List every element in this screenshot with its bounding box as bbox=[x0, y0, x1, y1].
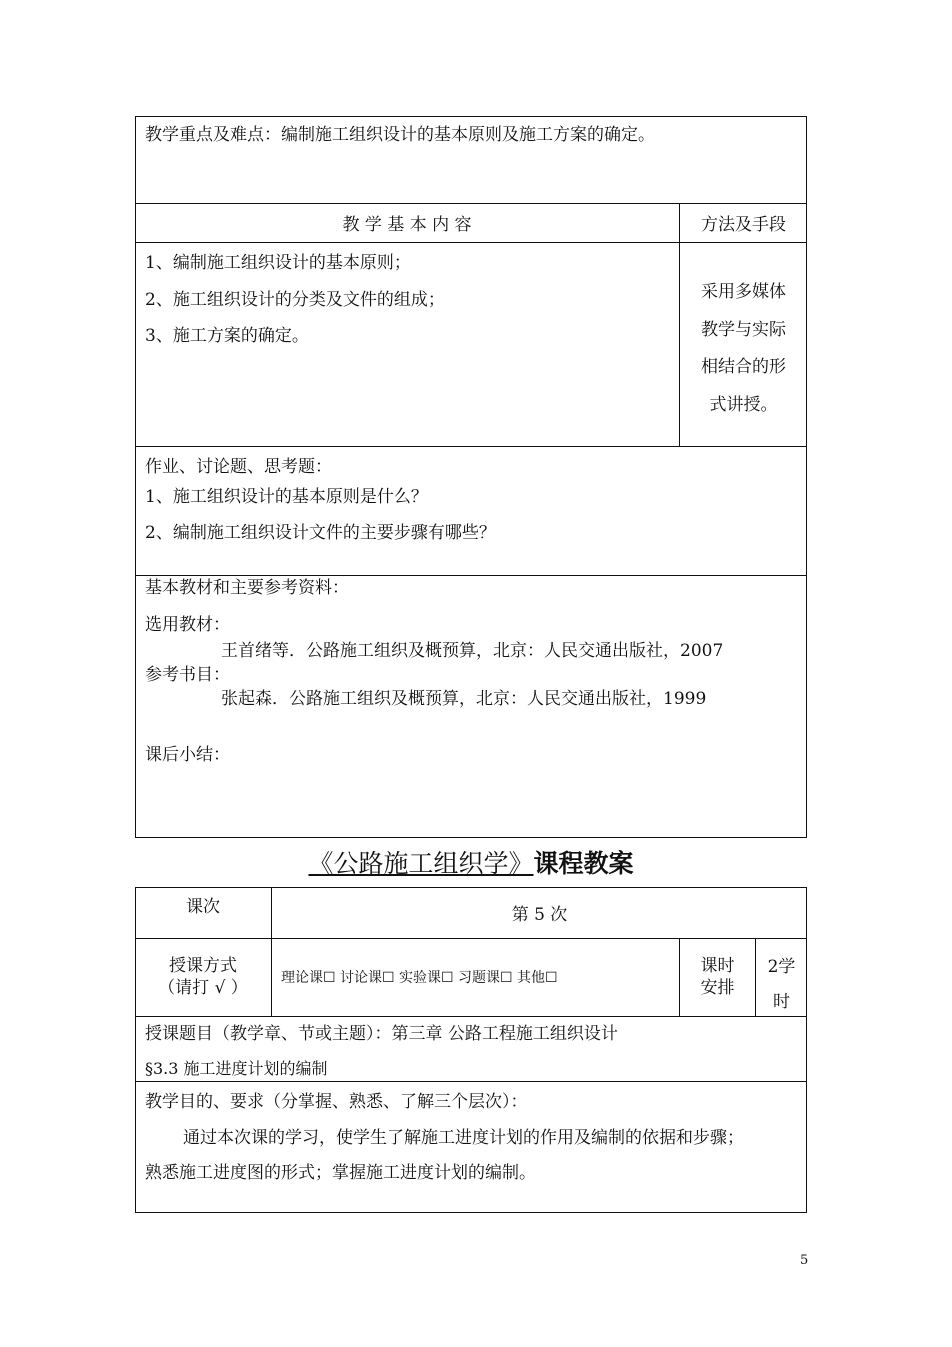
divider bbox=[135, 1016, 807, 1017]
hours-value: 时 bbox=[773, 992, 790, 1012]
divider bbox=[135, 575, 807, 576]
session-label: 课次 bbox=[186, 897, 220, 917]
goal-line: 熟悉施工进度图的形式；掌握施工进度计划的编制。 bbox=[145, 1163, 536, 1183]
mode-label: （请打 √ ） bbox=[158, 978, 248, 998]
refbook-label: 参考书目： bbox=[145, 665, 230, 685]
mode-options: 理论课☐ 讨论课☐ 实验课☐ 习题课☐ 其他☐ bbox=[281, 970, 558, 986]
textbook-label: 选用教材： bbox=[145, 615, 230, 635]
goal-title: 教学目的、要求（分掌握、熟悉、了解三个层次）： bbox=[145, 1092, 528, 1112]
session-value: 第 5 次 bbox=[511, 905, 568, 925]
mode-label: 授课方式 bbox=[169, 956, 237, 976]
method-line: 相结合的形 bbox=[701, 357, 786, 377]
hours-label: 安排 bbox=[700, 978, 735, 998]
goal-line: 通过本次课的学习，使学生了解施工进度计划的作用及编制的依据和步骤； bbox=[183, 1128, 744, 1148]
method-line: 式讲授。 bbox=[709, 395, 778, 415]
topic-line: §3.3 施工进度计划的编制 bbox=[145, 1059, 328, 1078]
method-line: 教学与实际 bbox=[701, 320, 786, 340]
page-number: 5 bbox=[800, 1253, 809, 1268]
content-header: 教 学 基 本 内 容 bbox=[342, 215, 472, 235]
page-heading bbox=[135, 848, 807, 880]
divider bbox=[135, 938, 807, 939]
divider bbox=[679, 938, 680, 1016]
hours-value: 2学 bbox=[767, 957, 796, 977]
refbook-entry: 张起森．公路施工组织及概预算，北京：人民交通出版社，1999 bbox=[221, 689, 707, 709]
course-name: 《公路施工组织学》 bbox=[308, 849, 534, 878]
reference-title: 基本教材和主要参考资料： bbox=[145, 578, 349, 598]
content-item: 1、编制施工组织设计的基本原则； bbox=[145, 253, 411, 273]
divider bbox=[135, 1081, 807, 1082]
homework-title: 作业、讨论题、思考题： bbox=[145, 457, 332, 477]
method-line: 采用多媒体 bbox=[701, 282, 786, 302]
heading-suffix: 课程教案 bbox=[533, 849, 634, 878]
homework-item: 2、编制施工组织设计文件的主要步骤有哪些？ bbox=[145, 523, 496, 543]
summary-label: 课后小结： bbox=[145, 745, 230, 765]
key-points: 教学重点及难点：编制施工组织设计的基本原则及施工方案的确定。 bbox=[145, 125, 655, 145]
method-header: 方法及手段 bbox=[701, 215, 786, 235]
divider bbox=[135, 242, 807, 243]
divider bbox=[135, 203, 807, 204]
textbook-entry: 王首绪等．公路施工组织及概预算，北京：人民交通出版社，2007 bbox=[221, 641, 724, 661]
content-item: 3、施工方案的确定。 bbox=[145, 326, 309, 346]
content-item: 2、施工组织设计的分类及文件的组成； bbox=[145, 290, 445, 310]
divider bbox=[135, 446, 807, 447]
homework-item: 1、施工组织设计的基本原则是什么？ bbox=[145, 487, 428, 507]
topic-line: 授课题目（教学章、节或主题）：第三章 公路工程施工组织设计 bbox=[145, 1024, 618, 1044]
hours-label: 课时 bbox=[700, 956, 735, 976]
